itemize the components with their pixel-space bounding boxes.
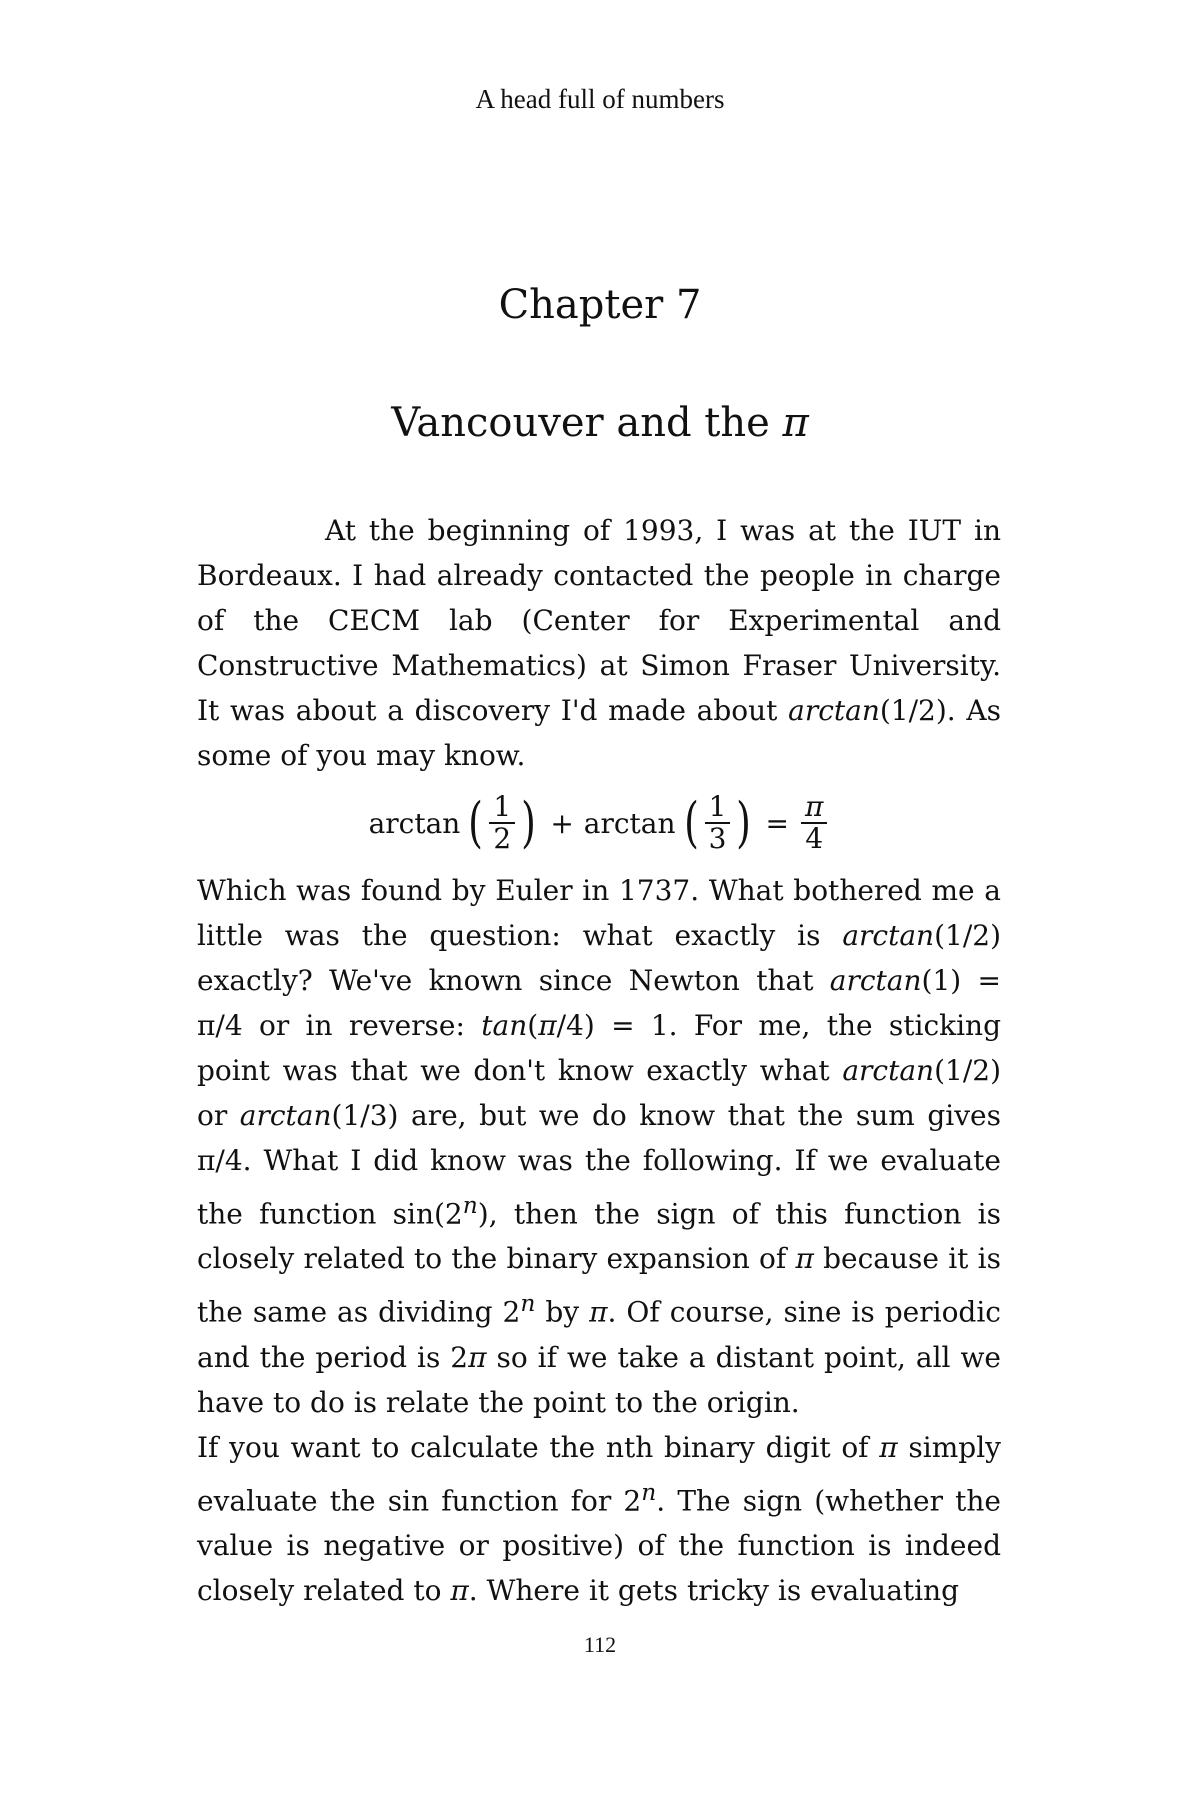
text-run: (1/2) or: [197, 1054, 1001, 1132]
text-run: (1/3) are, but we do know that the sum gives π/4. What I did know was the following. If we evaluate the function sin(2: [197, 1099, 1001, 1231]
numerator: π: [801, 792, 827, 824]
body-text: [197, 508, 1001, 1613]
text-run: If you want to calculate the nth binary digit of: [197, 1430, 880, 1464]
math-run: arctan: [829, 964, 922, 997]
superscript: n: [641, 1477, 657, 1506]
text-run: (1/2). As some of you may know.: [197, 694, 1001, 772]
math-run: π: [879, 1430, 898, 1464]
paragraph-2: [197, 868, 1001, 1425]
numerator: 1: [705, 792, 731, 824]
right-paren: ): [736, 791, 752, 854]
paragraph-1: [197, 508, 1001, 778]
text-run: . Where it gets tricky is evaluating: [468, 1573, 960, 1607]
page-number: 112: [583, 1632, 617, 1657]
superscript: n: [520, 1289, 536, 1318]
chapter-title: [0, 400, 1200, 446]
text-run: . The sign (whether the value is negative or positive) of the function is indeed closely related to: [197, 1483, 1001, 1607]
paragraph-3: [197, 1425, 1001, 1613]
math-run: tan: [481, 1009, 528, 1042]
left-paren: (: [468, 791, 484, 854]
chapter-label: Chapter 7: [498, 282, 702, 328]
text-run: At the beginning of 1993, I was at the IUT in Bordeaux. I had already contacted the people in charge of the CECM lab (Center for Experimental and Constructive Mathematics) at Simon Fraser University. It was about a discovery I'd made about: [197, 514, 1001, 727]
right-paren: ): [521, 791, 537, 854]
math-run: arctan: [239, 1099, 332, 1132]
text-run: simply evaluate the sin function for 2: [197, 1430, 1001, 1517]
text-run: (1) = π/4 or in reverse:: [197, 964, 1001, 1042]
fraction: [801, 792, 827, 854]
math-run: arctan: [788, 694, 880, 727]
math-run: π: [589, 1295, 608, 1329]
denominator: 4: [805, 822, 824, 855]
text-run: /4) = 1. For me, the sticking point was that we don't know exactly what: [197, 1009, 1001, 1087]
fraction: [489, 792, 515, 854]
plus-operator: +: [550, 806, 574, 840]
denominator: 2: [493, 822, 512, 855]
math-run: π: [538, 1009, 557, 1042]
text-run: (: [527, 1009, 539, 1042]
pi-symbol: π: [782, 400, 809, 446]
equation-func: arctan: [368, 806, 461, 840]
numerator: 1: [489, 792, 515, 824]
text-run: because it is the same as dividing 2: [197, 1242, 1001, 1329]
math-run: π: [468, 1340, 487, 1374]
text-run: Which was found by Euler in 1737. What bothered me a little was the question: what exactly is: [197, 874, 1001, 952]
text-run: ), then the sign of this function is closely related to the binary expansion of: [197, 1197, 1002, 1276]
superscript: n: [462, 1191, 478, 1219]
math-run: arctan: [842, 919, 935, 952]
left-paren: (: [683, 791, 699, 854]
chapter-title-text: Vancouver and the: [391, 400, 783, 446]
running-header: A head full of numbers: [475, 84, 725, 114]
math-run: π: [450, 1573, 469, 1607]
equation: [197, 778, 1001, 868]
math-run: π: [795, 1242, 814, 1276]
equals-operator: =: [765, 806, 789, 840]
text-run: (1/2) exactly? We've known since Newton that: [197, 919, 1001, 997]
math-run: arctan: [842, 1054, 935, 1087]
text-run: . Of course, sine is periodic and the period is 2: [197, 1295, 1001, 1374]
equation-func: arctan: [583, 806, 676, 840]
text-run: by: [535, 1295, 590, 1329]
text-run: so if we take a distant point, all we have to do is relate the point to the origin.: [197, 1340, 1001, 1419]
fraction: [705, 792, 731, 854]
denominator: 3: [708, 822, 727, 855]
